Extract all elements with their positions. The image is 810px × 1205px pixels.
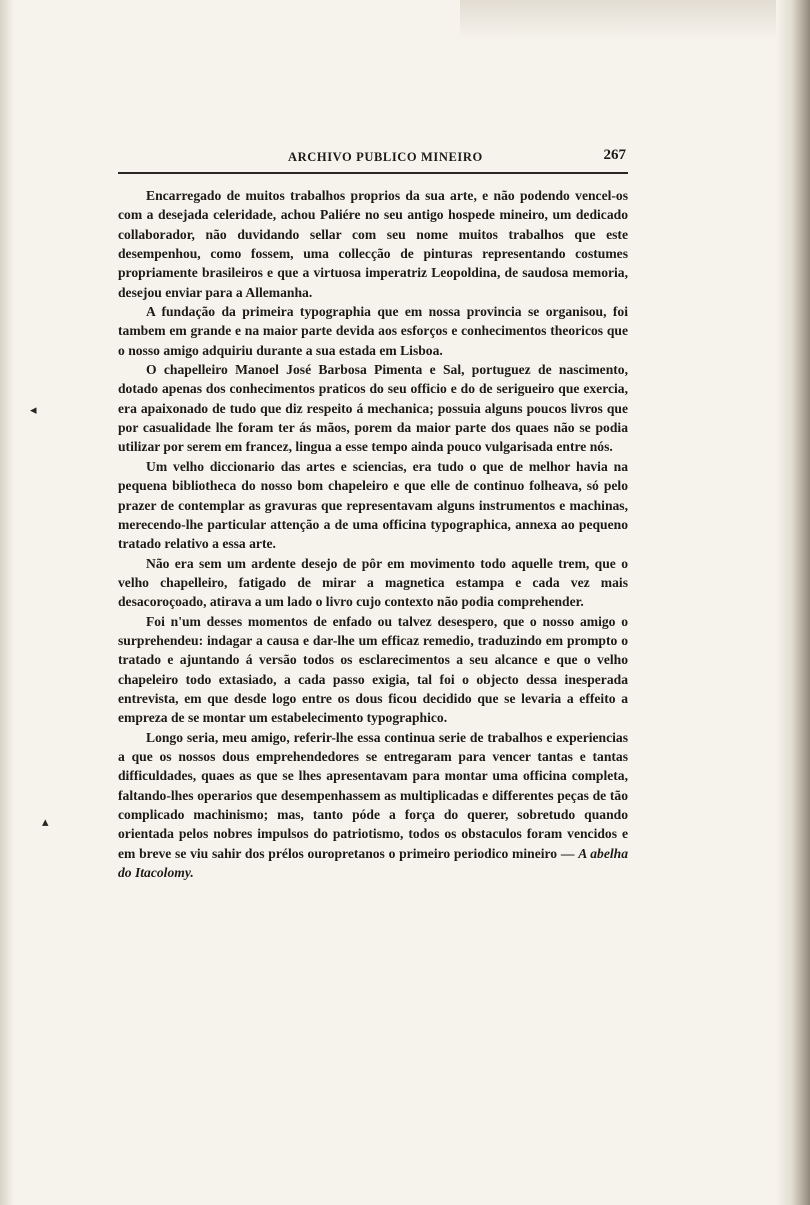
- margin-mark: ▴: [42, 815, 49, 830]
- page-binding-edge: [0, 0, 14, 1205]
- page-number: 267: [603, 147, 626, 163]
- paragraph: Um velho diccionario das artes e sciencias, era tudo o que de melhor havia na pequena bibliotheca do nosso bom chapeleiro e que elle de continuo folheava, só pelo prazer de contemplar as gravuras que representavam alguns instrumentos e machinas, merecendo-lhe particular attenção a de uma officina typographica, annexa ao pequeno tratado relativo a essa arte.: [118, 458, 628, 552]
- page-header: [118, 146, 628, 168]
- paragraph: A fundação da primeira typographia que em nossa provincia se organisou, foi tambem em grande e na maior parte devida aos esforços e conhecimentos theoricos que o nosso amigo adquiriu durante a sua estada em Lisboa.: [118, 304, 628, 358]
- running-title: ARCHIVO PUBLICO MINEIRO: [288, 150, 483, 164]
- paragraph: O chapelleiro Manoel José Barbosa Pimenta e Sal, portuguez de nascimento, dotado apenas dos conhecimentos praticos do seu officio e do de serigueiro que exercia, era apaixonado de tudo que diz respeito á mechanica; possuia alguns poucos livros que por casualidade lhe foram ter ás mãos, porem da maior parte dos quaes não se podia utilizar por serem em francez, lingua a esse tempo ainda pouco vulgarisada entre nós.: [118, 362, 628, 455]
- margin-mark: ◂: [30, 403, 37, 418]
- paragraph: Foi n'um desses momentos de enfado ou talvez desespero, que o nosso amigo o surprehendeu: indagar a causa e dar-lhe um efficaz remedio, traduzindo em prompto o tratado e ajuntando á versão todos os esclarecimentos a seu alcance e que o velho chapeleiro todo extasiado, a cada passo exigia, tal foi o objecto dessa inesperada entrevista, em que desde logo entre os dous ficou decidido que se levaria a effeito a empreza de se montar um estabelecimento typographico.: [118, 613, 628, 726]
- body-text: [118, 186, 628, 882]
- paragraph-last: [118, 728, 628, 883]
- scan-shadow: [460, 0, 810, 40]
- header-rule: [118, 172, 628, 174]
- paragraph: Encarregado de muitos trabalhos proprios da sua arte, e não podendo vencel-os com a desejada celeridade, achou Paliére no seu antigo hospede mineiro, um dedicado collaborador, não duvidando sellar com seu nome muitos trabalhos que este desempenhou, como fossem, uma collecção de pinturas representando costumes propriamente brasileiros e que a virtuosa imperatriz Leopoldina, de saudosa memoria, desejou enviar para a Allemanha.: [118, 188, 628, 300]
- newspaper-title: A abelha do Itacolomy.: [118, 845, 629, 881]
- paragraph: Não era sem um ardente desejo de pôr em movimento todo aquelle trem, que o velho chapelleiro, fatigado de mirar a magnetica estampa e cada vez mais desacoroçoado, atirava a um lado o livro cujo contexto não podia comprehender.: [118, 555, 628, 610]
- paragraph-text: Longo seria, meu amigo, referir-lhe essa continua serie de trabalhos e experiencias a que os nossos dous emprehendedores se entregaram para vencer tantas e tantas difficuldades, quaes as que se lhes apresentavam para montar uma officina completa, faltando-lhes operarios que desempenhassem as multiplicadas e differentes peças de tão complicado machinismo; mas, tanto póde a força do querer, sobretudo quando orientada pelos nobres impulsos do patriotismo, todos os obstaculos foram vencidos e em breve se viu sahir dos prélos ouropretanos o primeiro periodico mineiro —: [118, 729, 628, 861]
- page-right-edge: [776, 0, 810, 1205]
